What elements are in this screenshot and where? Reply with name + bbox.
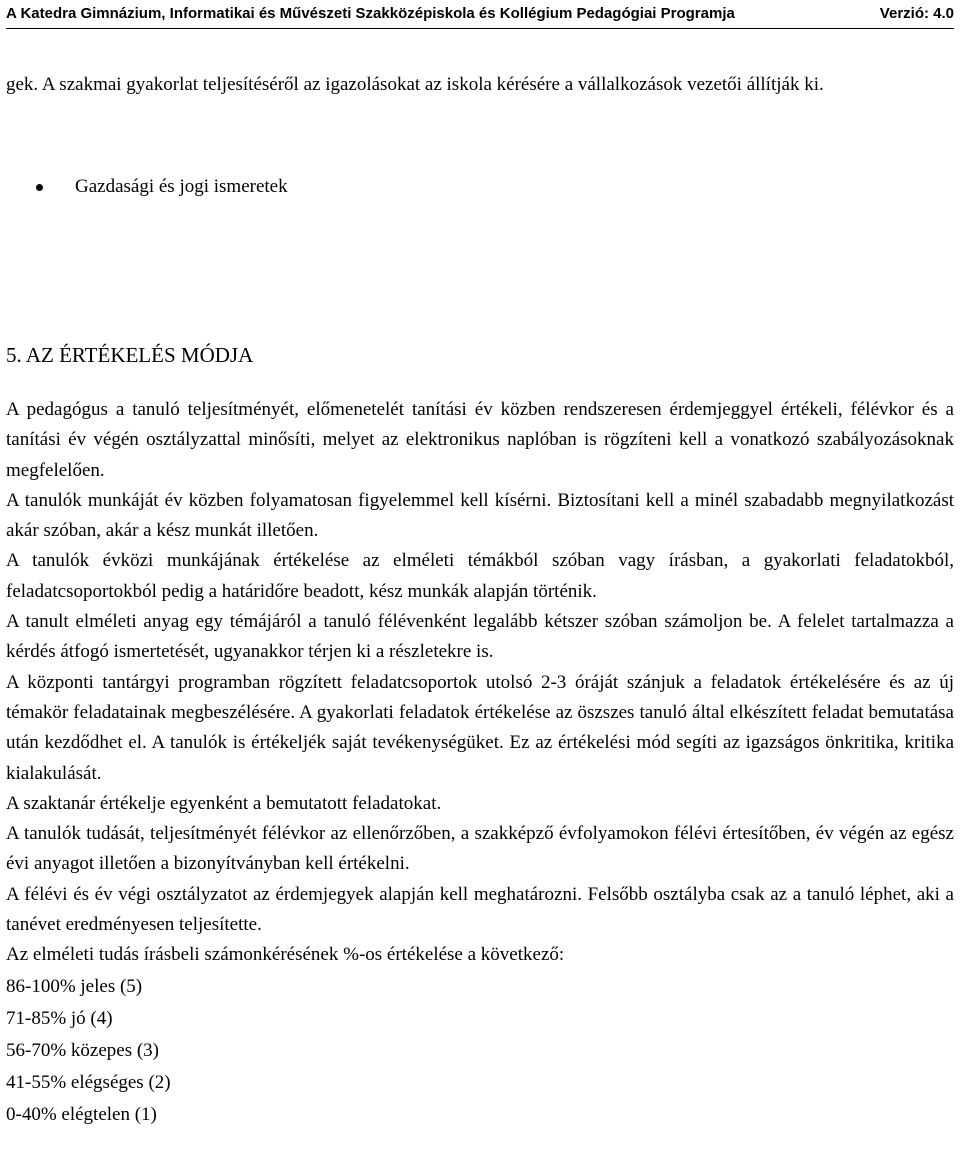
grade-item: 0-40% elégtelen (1) xyxy=(6,1103,157,1125)
paragraph: A tanult elméleti anyag egy témájáról a tanuló félévenként legalább kétszer szóban számoljon be. A felelet tartalmazza a kérdés átfogó ismertetését, ugyanakkor térjen ki a részletekre is. xyxy=(6,611,954,663)
paragraph: A tanulók évközi munkájának értékelése az elméleti témákból szóban vagy írásban, a gyakorlati feladatokból, feladatcsoportokból pedig a határidőre beadott, kész munkák alapján történik. xyxy=(6,550,954,602)
paragraph: A pedagógus a tanuló teljesítményét, előmenetelét tanítási év közben rendszeresen érdemjeggyel értékeli, félévkor és a tanítási év végén osztályzattal minősíti, melyet az elektronikus naplóban is rögzíteni kell a vonatkozó szabályozásoknak megfelelően. xyxy=(6,399,954,481)
page-header xyxy=(6,0,954,29)
header-title: A Katedra Gimnázium, Informatikai és Művészeti Szakközépiskola és Kollégium Pedagógiai Programja xyxy=(6,5,735,22)
intro-block xyxy=(6,70,954,101)
paragraph: Az elméleti tudás írásbeli számonkérésének %-os értékelése a következő: xyxy=(6,944,565,966)
intro-paragraph: gek. A szakmai gyakorlat teljesítéséről az igazolásokat az iskola kérésére a vállalkozások vezetői állítják ki. xyxy=(6,74,824,95)
grade-item: 71-85% jó (4) xyxy=(6,1007,113,1029)
grade-list xyxy=(6,971,954,1131)
paragraph: A központi tantárgyi programban rögzített feladatcsoportok utolsó 2-3 óráját szánjuk a feladatok értékelésére és az új témakör feladatainak megbeszélésére. A gyakorlati feladatok értékelése az öszszes tanuló által elkészített feladat bemutatása után kezdődhet el. A tanulók is értékeljék saját tevékenységüket. Ez az értékelési mód segíti az igazságos önkritika, kritika kialakulását. xyxy=(6,671,954,784)
section-title: 5. AZ ÉRTÉKELÉS MÓDJA xyxy=(6,343,254,367)
section-body xyxy=(6,395,954,1131)
grade-item: 41-55% elégséges (2) xyxy=(6,1071,171,1093)
paragraph: A tanulók munkáját év közben folyamatosan figyelemmel kell kísérni. Biztosítani kell a minél szabadabb megnyilatkozást akár szóban, akár a kész munkát illetően. xyxy=(6,489,954,542)
paragraph: A szaktanár értékelje egyenként a bemutatott feladatokat. xyxy=(6,792,442,814)
header-version: Verzió: 4.0 xyxy=(879,5,954,22)
bullet-text: Gazdasági és jogi ismeretek xyxy=(75,176,288,197)
paragraph: A félévi és év végi osztályzatot az érdemjegyek alapján kell meghatározni. Felsőbb osztályba csak az a tanuló léphet, aki a tanévet eredményesen teljesítette. xyxy=(6,883,954,936)
grade-item: 56-70% közepes (3) xyxy=(6,1039,160,1061)
grade-item: 86-100% jeles (5) xyxy=(6,975,143,997)
bullet-list-item xyxy=(6,172,288,202)
bullet-icon xyxy=(36,184,43,191)
paragraph: A tanulók tudását, teljesítményét félévkor az ellenőrzőben, a szakképző évfolyamokon félévi értesítőben, év végén az egész évi anyagot illetően a bizonyítványban kell értékelni. xyxy=(6,823,954,875)
